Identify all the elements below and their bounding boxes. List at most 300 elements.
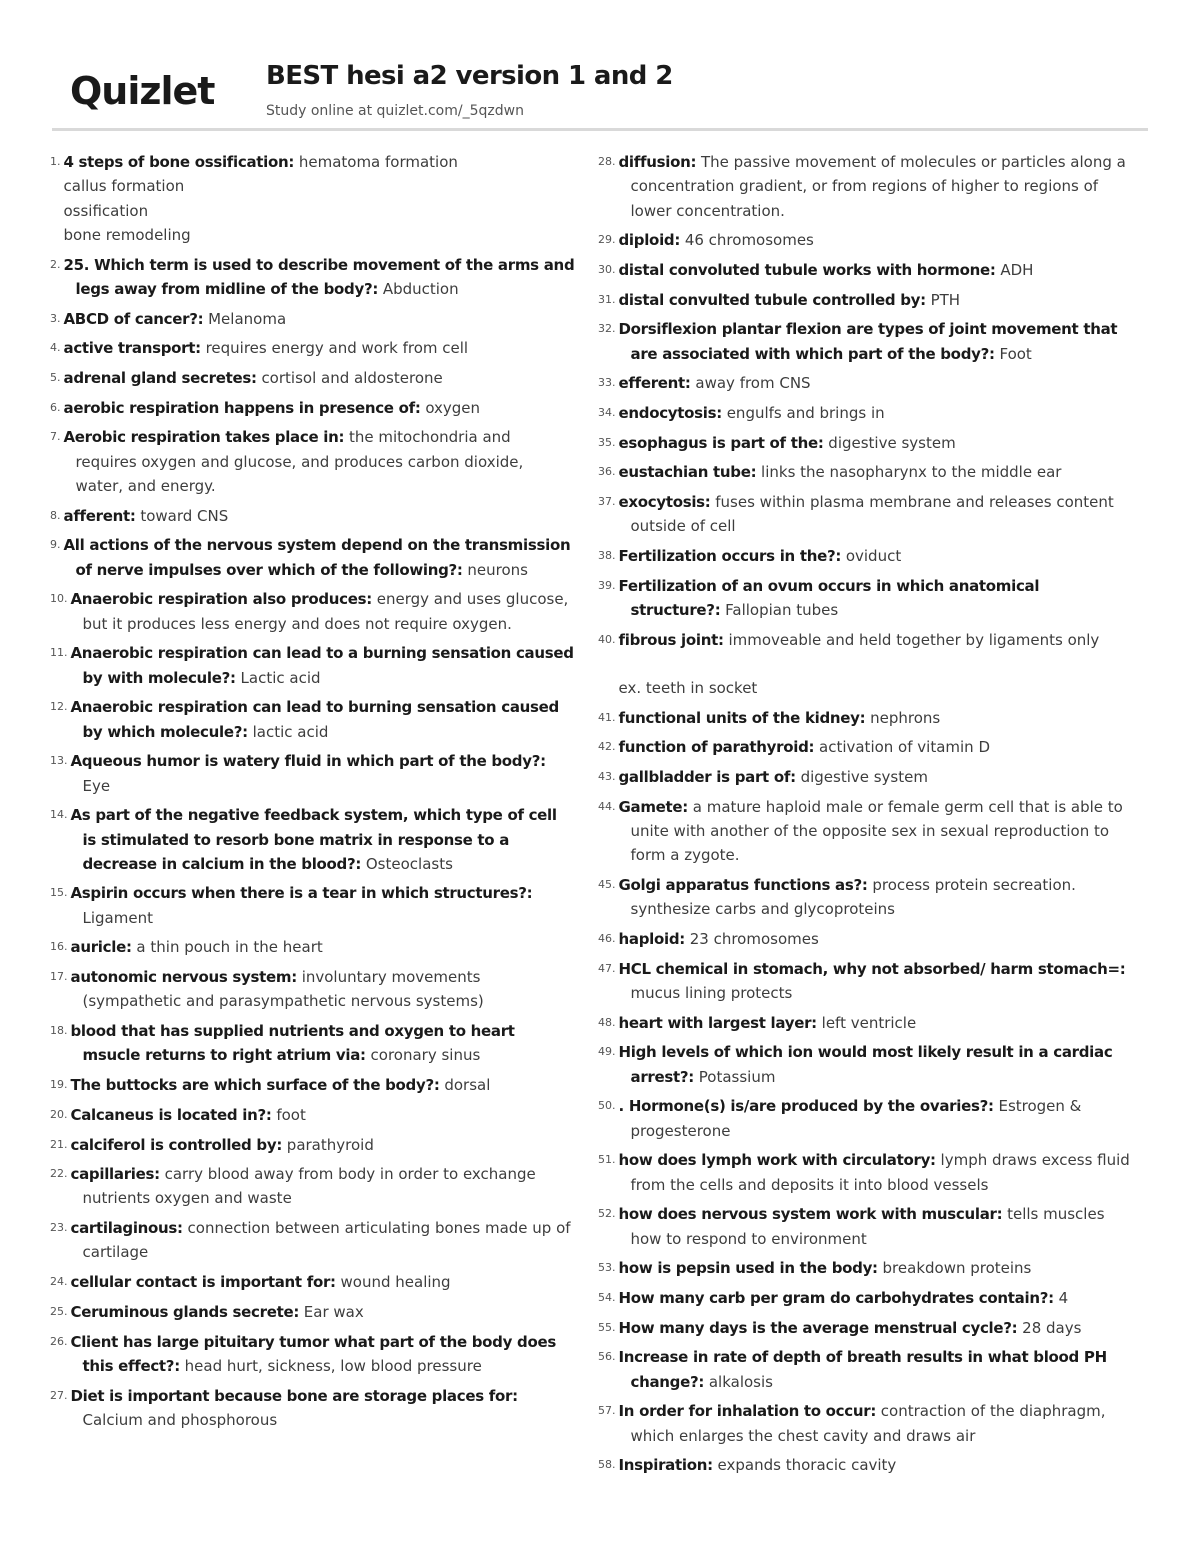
entry-body bbox=[619, 957, 1134, 1006]
entry-definition: fuses within plasma membrane and releases content outside of cell bbox=[630, 493, 1114, 536]
entry-body bbox=[619, 401, 1134, 425]
quizlet-logo: Quizlet bbox=[70, 69, 215, 113]
entry-definition: involuntary movements (sympathetic and parasympathetic nervous systems) bbox=[82, 968, 484, 1011]
entry-body bbox=[619, 1256, 1134, 1280]
flashcard-entry bbox=[598, 735, 1133, 759]
entry-definition: away from CNS bbox=[690, 374, 811, 393]
entry-definition: energy and uses glucose, but it produces less energy and does not require oxygen. bbox=[82, 590, 569, 633]
flashcard-entry bbox=[598, 1345, 1133, 1394]
entry-number: 20. bbox=[50, 1107, 68, 1121]
entry-definition: Calcium and phosphorous bbox=[82, 1410, 278, 1429]
flashcard-entry bbox=[598, 1148, 1133, 1197]
flashcard-entry bbox=[598, 628, 1133, 701]
entry-term: How many days is the average menstrual cycle?: bbox=[618, 1318, 1018, 1337]
flashcard-entry bbox=[598, 873, 1133, 922]
entry-body bbox=[71, 1103, 576, 1127]
entry-body bbox=[619, 574, 1134, 623]
entry-number: 25. bbox=[50, 1304, 68, 1318]
entry-body bbox=[619, 371, 1134, 395]
entry-number: 31. bbox=[598, 292, 616, 306]
entry-definition: Ligament bbox=[82, 908, 153, 927]
entry-term: HCL chemical in stomach, why not absorbed/ harm stomach=: bbox=[618, 959, 1126, 978]
flashcard-entry bbox=[50, 396, 575, 420]
entry-term: . Hormone(s) is/are produced by the ovaries?: bbox=[618, 1097, 994, 1116]
entry-number: 47. bbox=[598, 961, 616, 975]
entry-number: 52. bbox=[598, 1207, 616, 1221]
entry-definition: digestive system bbox=[795, 768, 928, 787]
flashcard-entry bbox=[598, 401, 1133, 425]
entry-body bbox=[619, 927, 1134, 951]
entry-number: 26. bbox=[50, 1334, 68, 1348]
entry-body bbox=[619, 706, 1134, 730]
flashcard-entry bbox=[50, 336, 575, 360]
page-title: BEST hesi a2 version 1 and 2 bbox=[266, 61, 673, 91]
entry-term: Anaerobic respiration can lead to burning sensation caused by which molecule?: bbox=[70, 698, 559, 741]
entry-number: 22. bbox=[50, 1167, 68, 1181]
entry-body bbox=[71, 965, 576, 1014]
entry-definition: Melanoma bbox=[203, 309, 287, 328]
entry-body bbox=[619, 1040, 1134, 1089]
entry-body bbox=[64, 504, 576, 528]
entry-term: how does nervous system work with muscular: bbox=[618, 1205, 1003, 1224]
flashcard-entry bbox=[50, 1270, 575, 1294]
flashcard-entry bbox=[50, 253, 575, 302]
entry-term: High levels of which ion would most likely result in a cardiac arrest?: bbox=[618, 1043, 1113, 1086]
entry-body bbox=[619, 1011, 1134, 1035]
entry-body bbox=[619, 795, 1134, 868]
flashcard-entry bbox=[598, 317, 1133, 366]
entry-definition: carry blood away from body in order to exchange nutrients oxygen and waste bbox=[82, 1165, 536, 1208]
flashcard-entry bbox=[50, 366, 575, 390]
entry-body bbox=[71, 1019, 576, 1068]
entry-number: 10. bbox=[50, 592, 68, 606]
entry-number: 9. bbox=[50, 538, 61, 552]
entry-term: exocytosis: bbox=[618, 493, 711, 512]
entry-term: Anaerobic respiration can lead to a burning sensation caused by with molecule?: bbox=[70, 644, 574, 687]
entry-body bbox=[71, 587, 576, 636]
entry-definition: parathyroid bbox=[282, 1135, 374, 1154]
entry-body bbox=[619, 490, 1134, 539]
entry-number: 4. bbox=[50, 341, 61, 355]
entry-term: cartilaginous: bbox=[70, 1219, 183, 1238]
entry-term: 25. Which term is used to describe movement of the arms and legs away from midline of the body?: bbox=[63, 255, 575, 298]
entry-definition: PTH bbox=[925, 290, 961, 309]
entry-body bbox=[71, 935, 576, 959]
entry-number: 48. bbox=[598, 1015, 616, 1029]
entry-number: 38. bbox=[598, 549, 616, 563]
entry-definition: a thin pouch in the heart bbox=[131, 938, 323, 957]
entry-body bbox=[64, 366, 576, 390]
entry-number: 46. bbox=[598, 932, 616, 946]
flashcard-entry bbox=[50, 749, 575, 798]
entry-term: Fertilization occurs in the?: bbox=[618, 547, 842, 566]
entry-definition-line: ossification bbox=[63, 201, 149, 220]
entry-body bbox=[619, 873, 1134, 922]
entry-number: 3. bbox=[50, 311, 61, 325]
entry-definition: breakdown proteins bbox=[877, 1259, 1032, 1278]
entry-definition: expands thoracic cavity bbox=[712, 1456, 897, 1475]
entry-term: 4 steps of bone ossification: bbox=[63, 153, 295, 171]
flashcard-entry bbox=[598, 1453, 1133, 1477]
entry-definition: coronary sinus bbox=[365, 1046, 481, 1065]
entry-term: In order for inhalation to occur: bbox=[618, 1402, 877, 1421]
entry-body bbox=[64, 150, 576, 247]
entry-definition-line: callus formation bbox=[63, 177, 185, 196]
entry-number: 41. bbox=[598, 710, 616, 724]
entry-definition: Foot bbox=[994, 344, 1032, 363]
entry-term: Fertilization of an ovum occurs in which anatomical structure?: bbox=[618, 576, 1040, 620]
entry-definition: cortisol and aldosterone bbox=[256, 368, 443, 387]
entry-definition: contraction of the diaphragm, which enlarges the chest cavity and draws air bbox=[630, 1402, 1106, 1445]
flashcard-entry bbox=[598, 706, 1133, 730]
entry-number: 16. bbox=[50, 940, 68, 954]
entry-number: 34. bbox=[598, 406, 616, 420]
entry-body bbox=[71, 881, 576, 930]
entry-definition: oxygen bbox=[420, 398, 481, 417]
entry-definition: 4 bbox=[1053, 1289, 1069, 1308]
entry-number: 35. bbox=[598, 435, 616, 449]
entry-term: functional units of the kidney: bbox=[618, 708, 866, 727]
entry-term: adrenal gland secretes: bbox=[63, 368, 257, 387]
entry-term: All actions of the nervous system depend on the transmission of nerve impulses over which of the following?: bbox=[63, 536, 571, 579]
entry-term: How many carb per gram do carbohydrates contain?: bbox=[618, 1289, 1054, 1308]
entry-term: Golgi apparatus functions as?: bbox=[618, 876, 868, 895]
entry-number: 11. bbox=[50, 646, 68, 660]
entry-body bbox=[619, 1345, 1134, 1394]
flashcard-entry bbox=[50, 1019, 575, 1068]
entry-definition: a mature haploid male or female germ cell that is able to unite with another of the opposite sex in sexual reproduction to form a zygote. bbox=[630, 797, 1123, 865]
entry-body bbox=[619, 544, 1134, 568]
entry-body bbox=[71, 1330, 576, 1379]
entry-number: 23. bbox=[50, 1221, 68, 1235]
entry-definition: Fallopian tubes bbox=[720, 601, 839, 620]
entry-definition-line: ex. teeth in socket bbox=[618, 679, 758, 698]
entry-body bbox=[64, 336, 576, 360]
entry-number: 40. bbox=[598, 632, 616, 646]
flashcard-entry bbox=[50, 587, 575, 636]
entry-body bbox=[619, 228, 1134, 252]
entry-body bbox=[71, 1073, 576, 1097]
entry-number: 53. bbox=[598, 1261, 616, 1275]
entry-number: 21. bbox=[50, 1137, 68, 1151]
entry-body bbox=[619, 1399, 1134, 1448]
flashcard-entry bbox=[50, 533, 575, 582]
flashcard-entry bbox=[50, 1103, 575, 1127]
entry-term: Client has large pituitary tumor what part of the body does this effect?: bbox=[70, 1332, 556, 1375]
entry-body bbox=[71, 1216, 576, 1265]
entry-body bbox=[619, 1094, 1134, 1143]
flashcard-entry bbox=[598, 927, 1133, 951]
flashcard-entry bbox=[598, 258, 1133, 282]
entry-definition: ADH bbox=[995, 260, 1034, 279]
entry-number: 28. bbox=[598, 155, 616, 168]
flashcard-entry bbox=[50, 965, 575, 1014]
entry-term: Aerobic respiration takes place in: bbox=[63, 428, 345, 447]
flashcard-entry bbox=[50, 1330, 575, 1379]
flashcard-entry bbox=[598, 1011, 1133, 1035]
entry-term: Increase in rate of depth of breath results in what blood PH change?: bbox=[618, 1348, 1107, 1391]
flashcard-entry bbox=[598, 795, 1133, 868]
entry-term: Ceruminous glands secrete: bbox=[70, 1302, 300, 1321]
header-divider bbox=[52, 128, 1148, 131]
entry-term: aerobic respiration happens in presence of: bbox=[63, 398, 421, 417]
flashcard-entry bbox=[50, 1216, 575, 1265]
entry-definition: lymph draws excess fluid from the cells and deposits it into blood vessels bbox=[630, 1151, 1130, 1194]
entry-number: 29. bbox=[598, 233, 616, 247]
entry-definition: 28 days bbox=[1017, 1318, 1082, 1337]
entry-definition: Estrogen & progesterone bbox=[630, 1097, 1082, 1140]
flashcard-entry bbox=[50, 695, 575, 744]
entry-body bbox=[64, 533, 576, 582]
entry-number: 7. bbox=[50, 430, 61, 444]
entry-number: 56. bbox=[598, 1350, 616, 1364]
entry-number: 37. bbox=[598, 495, 616, 509]
entry-definition: process protein secreation. synthesize carbs and glycoproteins bbox=[630, 876, 1076, 919]
entry-definition: lactic acid bbox=[247, 722, 329, 741]
entry-body bbox=[71, 1384, 576, 1433]
entry-body bbox=[619, 288, 1134, 312]
entry-body bbox=[71, 749, 576, 798]
entry-body bbox=[71, 1300, 576, 1324]
entry-term: autonomic nervous system: bbox=[70, 968, 297, 987]
entry-definition-line: bone remodeling bbox=[63, 225, 191, 244]
flashcard-entry bbox=[598, 574, 1133, 623]
study-online-link: Study online at quizlet.com/_5qzdwn bbox=[266, 103, 524, 119]
entry-definition: nephrons bbox=[865, 708, 941, 727]
entry-definition: Abduction bbox=[378, 279, 459, 298]
entry-number: 12. bbox=[50, 700, 68, 714]
entry-definition: connection between articulating bones made up of cartilage bbox=[82, 1219, 571, 1262]
entry-number: 6. bbox=[50, 400, 61, 414]
entry-number: 44. bbox=[598, 799, 616, 813]
flashcard-entry bbox=[598, 1316, 1133, 1340]
entry-number: 32. bbox=[598, 322, 616, 336]
entry-body bbox=[71, 1133, 576, 1157]
entry-body bbox=[71, 1270, 576, 1294]
entry-definition: the mitochondria and requires oxygen and glucose, and produces carbon dioxide, water, and energy. bbox=[75, 428, 524, 495]
entry-body bbox=[64, 253, 576, 302]
flashcard-entry bbox=[50, 1300, 575, 1324]
flashcard-entry bbox=[50, 935, 575, 959]
entry-number: 50. bbox=[598, 1099, 616, 1113]
entry-definition: Ear wax bbox=[299, 1302, 364, 1321]
entry-body bbox=[64, 396, 576, 420]
entry-term: eustachian tube: bbox=[618, 463, 757, 482]
flashcard-entry bbox=[50, 641, 575, 690]
flashcard-entry bbox=[598, 1256, 1133, 1280]
entry-definition: Potassium bbox=[694, 1067, 776, 1086]
entry-number: 39. bbox=[598, 578, 616, 592]
flashcard-entry bbox=[50, 425, 575, 498]
entry-number: 24. bbox=[50, 1275, 68, 1289]
flashcard-entry bbox=[50, 150, 575, 247]
entry-definition: head hurt, sickness, low blood pressure bbox=[179, 1356, 482, 1375]
flashcard-entry bbox=[598, 765, 1133, 789]
entry-term: diffusion: bbox=[618, 153, 697, 171]
entry-term: capillaries: bbox=[70, 1165, 160, 1184]
entry-definition: tells muscles how to respond to environment bbox=[630, 1205, 1105, 1248]
entry-term: ABCD of cancer?: bbox=[63, 309, 204, 328]
entry-number: 14. bbox=[50, 808, 68, 822]
flashcard-entry bbox=[598, 957, 1133, 1006]
flashcard-entry bbox=[50, 803, 575, 876]
entry-term: Inspiration: bbox=[618, 1456, 713, 1475]
flashcard-entry bbox=[598, 490, 1133, 539]
entry-term: Calcaneus is located in?: bbox=[70, 1105, 272, 1124]
entry-body bbox=[619, 765, 1134, 789]
entry-definition: requires energy and work from cell bbox=[200, 339, 469, 358]
flashcard-entry bbox=[598, 544, 1133, 568]
flashcard-entry bbox=[598, 1286, 1133, 1310]
entry-term: The buttocks are which surface of the body?: bbox=[70, 1076, 440, 1095]
entry-term: distal convulted tubule controlled by: bbox=[618, 290, 926, 309]
entry-body bbox=[619, 317, 1134, 366]
flashcard-entry bbox=[598, 150, 1133, 223]
entry-term: Anaerobic respiration also produces: bbox=[70, 590, 372, 609]
entry-term: endocytosis: bbox=[618, 404, 722, 423]
entry-body bbox=[619, 1148, 1134, 1197]
entry-definition: Lactic acid bbox=[235, 668, 321, 687]
entry-number: 57. bbox=[598, 1404, 616, 1418]
entry-definition: alkalosis bbox=[704, 1372, 773, 1391]
entry-definition: oviduct bbox=[841, 547, 902, 566]
entry-number: 42. bbox=[598, 740, 616, 754]
entry-definition: Osteoclasts bbox=[361, 854, 453, 873]
entry-term: Dorsiflexion plantar flexion are types of joint movement that are associated with which part of the body?: bbox=[618, 320, 1118, 363]
entry-term: diploid: bbox=[618, 231, 681, 250]
entry-number: 15. bbox=[50, 886, 68, 900]
entry-term: esophagus is part of the: bbox=[618, 433, 824, 452]
entry-definition: wound healing bbox=[335, 1273, 451, 1292]
flashcard-entry bbox=[598, 1040, 1133, 1089]
entry-definition: left ventricle bbox=[816, 1013, 917, 1032]
flashcard-entry bbox=[598, 460, 1133, 484]
flashcard-entry bbox=[50, 1384, 575, 1433]
flashcard-entry bbox=[598, 1202, 1133, 1251]
flashcard-entry bbox=[50, 1073, 575, 1097]
flashcard-entry bbox=[50, 1162, 575, 1211]
entry-number: 19. bbox=[50, 1078, 68, 1092]
entry-body bbox=[619, 460, 1134, 484]
entry-number: 13. bbox=[50, 754, 68, 768]
entry-term: Diet is important because bone are storage places for: bbox=[70, 1386, 518, 1405]
entry-definition: foot bbox=[271, 1105, 306, 1124]
flashcard-entry bbox=[50, 504, 575, 528]
entry-number: 36. bbox=[598, 465, 616, 479]
entry-term: distal convoluted tubule works with hormone: bbox=[618, 260, 996, 279]
entry-number: 33. bbox=[598, 376, 616, 390]
entry-body bbox=[619, 735, 1134, 759]
entry-body bbox=[619, 1202, 1134, 1251]
entry-number: 55. bbox=[598, 1320, 616, 1334]
flashcard-entry bbox=[598, 1399, 1133, 1448]
entry-term: efferent: bbox=[618, 374, 691, 393]
right-column bbox=[598, 150, 1133, 1483]
flashcard-entry bbox=[50, 881, 575, 930]
entry-term: calciferol is controlled by: bbox=[70, 1135, 283, 1154]
entry-term: how is pepsin used in the body: bbox=[618, 1259, 878, 1278]
entry-number: 58. bbox=[598, 1458, 616, 1472]
entry-term: afferent: bbox=[63, 506, 136, 525]
entry-body bbox=[619, 1316, 1134, 1340]
entry-number: 54. bbox=[598, 1291, 616, 1305]
entry-term: heart with largest layer: bbox=[618, 1013, 817, 1032]
entry-number: 8. bbox=[50, 508, 61, 522]
entry-body bbox=[71, 803, 576, 876]
entry-body bbox=[71, 641, 576, 690]
flashcard-entry bbox=[598, 431, 1133, 455]
entry-term: how does lymph work with circulatory: bbox=[618, 1151, 936, 1170]
entry-term: gallbladder is part of: bbox=[618, 768, 796, 787]
entry-number: 45. bbox=[598, 878, 616, 892]
entry-number: 2. bbox=[50, 257, 61, 271]
entry-definition: activation of vitamin D bbox=[814, 738, 991, 757]
entry-definition: The passive movement of molecules or particles along a concentration gradient, or from regions of higher to regions of lower concentration. bbox=[630, 153, 1126, 220]
entry-definition: 23 chromosomes bbox=[684, 930, 819, 949]
entry-body bbox=[71, 695, 576, 744]
entry-term: Gamete: bbox=[618, 797, 688, 816]
entry-definition: hematoma formation bbox=[294, 153, 458, 171]
entry-term: Aqueous humor is watery fluid in which part of the body?: bbox=[70, 752, 546, 771]
entry-body bbox=[619, 628, 1134, 701]
entry-term: haploid: bbox=[618, 930, 685, 949]
entry-body bbox=[619, 1286, 1134, 1310]
flashcard-entry bbox=[598, 228, 1133, 252]
entry-body bbox=[71, 1162, 576, 1211]
entry-definition: immoveable and held together by ligaments only bbox=[723, 630, 1100, 649]
entry-definition: 46 chromosomes bbox=[680, 231, 814, 250]
flashcard-entry bbox=[598, 371, 1133, 395]
entry-term: blood that has supplied nutrients and oxygen to heart msucle returns to right atrium via: bbox=[70, 1022, 515, 1065]
entry-number: 5. bbox=[50, 370, 61, 384]
flashcard-entry bbox=[50, 307, 575, 331]
flashcard-entry bbox=[598, 288, 1133, 312]
entry-number: 43. bbox=[598, 770, 616, 784]
entry-definition: links the nasopharynx to the middle ear bbox=[756, 463, 1062, 482]
flashcard-entry bbox=[598, 1094, 1133, 1143]
entry-number: 51. bbox=[598, 1153, 616, 1167]
entry-body bbox=[619, 258, 1134, 282]
entry-definition: mucus lining protects bbox=[630, 984, 793, 1003]
entry-definition: Eye bbox=[82, 776, 111, 795]
entry-body bbox=[619, 431, 1134, 455]
entry-term: Aspirin occurs when there is a tear in which structures?: bbox=[70, 884, 533, 903]
entry-definition: dorsal bbox=[439, 1076, 491, 1095]
flashcard-entry bbox=[50, 1133, 575, 1157]
entry-definition: toward CNS bbox=[135, 506, 229, 525]
entry-definition: digestive system bbox=[823, 433, 956, 452]
entry-body bbox=[64, 425, 576, 498]
entry-number: 18. bbox=[50, 1024, 68, 1038]
entry-body bbox=[619, 150, 1134, 223]
entry-number: 30. bbox=[598, 262, 616, 276]
entry-term: As part of the negative feedback system, which type of cell is stimulated to resorb bone matrix in response to a decrease in calcium in the blood?: bbox=[70, 806, 557, 873]
left-column bbox=[50, 150, 575, 1438]
entry-term: auricle: bbox=[70, 938, 132, 957]
entry-body bbox=[64, 307, 576, 331]
entry-number: 27. bbox=[50, 1388, 68, 1402]
entry-term: active transport: bbox=[63, 339, 201, 358]
entry-term: cellular contact is important for: bbox=[70, 1273, 336, 1292]
entry-body bbox=[619, 1453, 1134, 1477]
entry-definition: engulfs and brings in bbox=[721, 404, 885, 423]
entry-term: fibrous joint: bbox=[618, 630, 724, 649]
entry-definition: neurons bbox=[462, 560, 528, 579]
entry-number: 49. bbox=[598, 1045, 616, 1059]
entry-number: 1. bbox=[50, 155, 61, 168]
entry-number: 17. bbox=[50, 970, 68, 984]
entry-term: function of parathyroid: bbox=[618, 738, 815, 757]
